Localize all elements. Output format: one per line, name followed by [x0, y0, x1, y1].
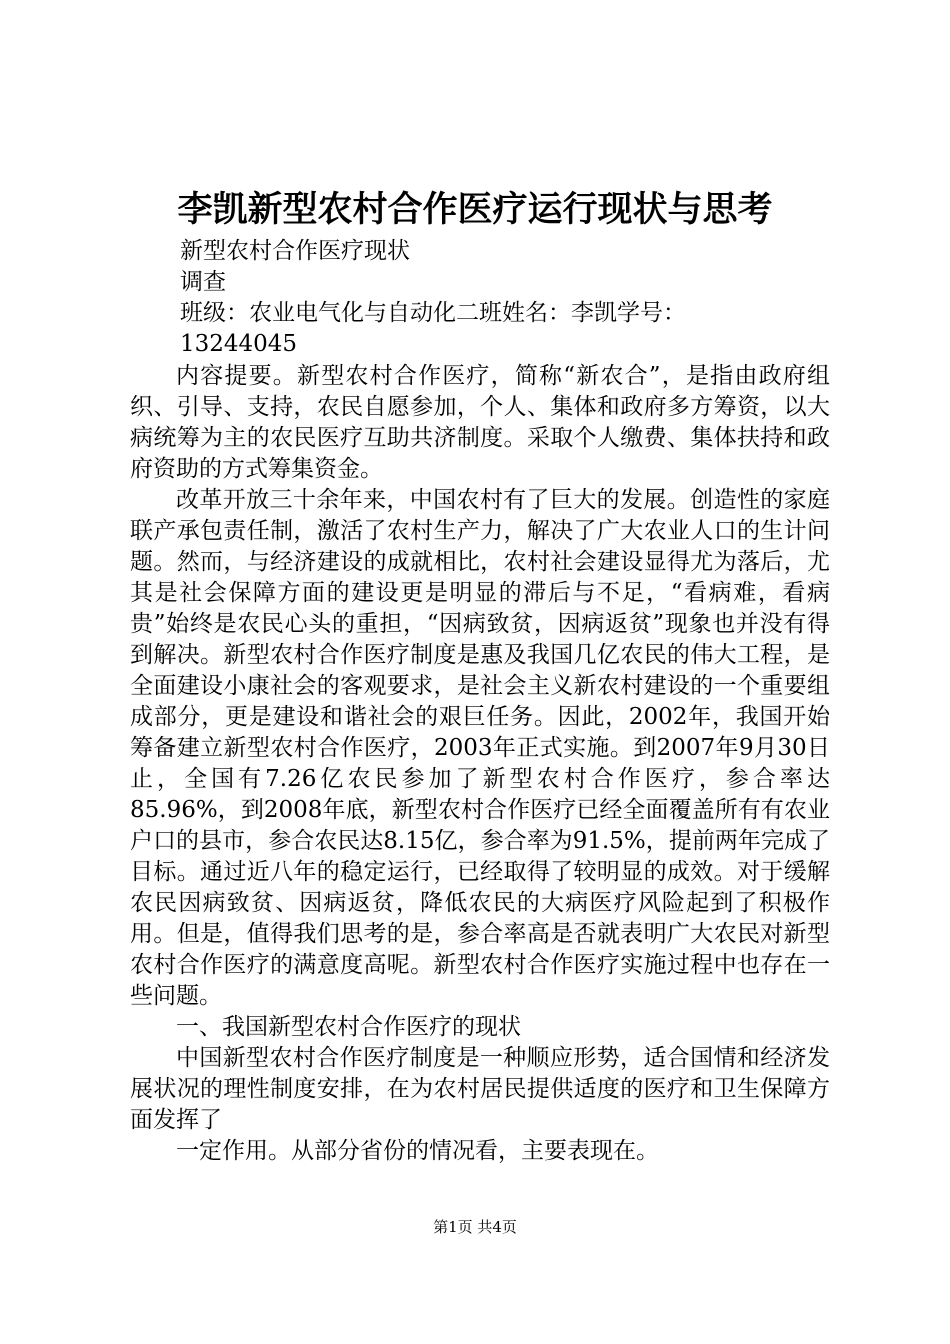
abstract-paragraph: 内容提要。新型农村合作医疗，简称“新农合”，是指由政府组织、引导、支持，农民自愿参加，个人、集体和政府多方筹资，以大病统筹为主的农民医疗互助共济制度。采取个人缴费、集体扶持和政府资助的方式筹集资金。 — [130, 363, 830, 482]
section-paragraph: 中国新型农村合作医疗制度是一种顺应形势，适合国情和经济发展状况的理性制度安排，在为农村居民提供适度的医疗和卫生保障方面发挥了 — [130, 1045, 830, 1133]
section-paragraph-continued: 一定作用。从部分省份的情况看，主要表现在。 — [176, 1138, 659, 1164]
page-title: 李凯新型农村合作医疗运行现状与思考 — [177, 189, 773, 230]
intro-paragraph: 改革开放三十余年来，中国农村有了巨大的发展。创造性的家庭联产承包责任制，激活了农村生产力，解决了广大农业人口的生计问题。然而，与经济建设的成就相比，农村社会建设显得尤为落后，尤其是社会保障方面的建设更是明显的滞后与不足，“看病难，看病贵”始终是农民心头的重担，“因病致贫，因病返贫”现象也并没有得到解决。新型农村合作医疗制度是惠及我国几亿农民的伟大工程，是全面建设小康社会的客观要求，是社会主义新农村建设的一个重要组成部分，更是建设和谐社会的艰巨任务。因此，2002年，我国开始筹备建立新型农村合作医疗，2003年正式实施。到2007年9月30日止，全国有7.26亿农民参加了新型农村合作医疗，参合率达85.96%，到2008年底，新型农村合作医疗已经全面覆盖所有有农业户口的县市，参合农民达8.15亿，参合率为91.5%，提前两年完成了目标。通过近八年的稳定运行，已经取得了较明显的成效。对于缓解农民因病致贫、因病返贫，降低农民的大病医疗风险起到了积极作用。但是，值得我们思考的是，参合率高是否就表明广大农民对新型农村合作医疗的满意度高呢。新型农村合作医疗实施过程中也存在一些问题。 — [130, 487, 830, 1009]
document-header-block — [180, 236, 830, 360]
subtitle-line-continued: 调查 — [180, 269, 226, 295]
subtitle-line: 新型农村合作医疗现状 — [180, 238, 410, 264]
page-number-footer: 第1页 共4页 — [433, 1218, 517, 1236]
author-info-line: 班级：农业电气化与自动化二班姓名：李凯学号： — [180, 300, 686, 326]
student-id-line: 13244045 — [180, 331, 298, 357]
section-heading: 一、我国新型农村合作医疗的现状 — [176, 1014, 521, 1040]
document-body — [130, 361, 830, 1167]
